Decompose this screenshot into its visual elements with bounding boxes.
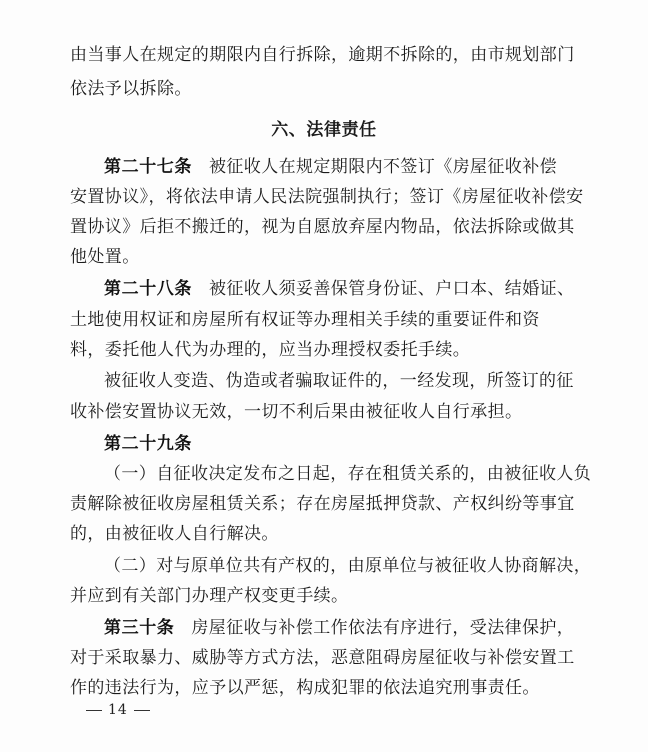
article-27-line-4: 他处置。 — [70, 247, 140, 267]
article-30-line-2: 对于采取暴力、威胁等方式方法，恶意阻碍房屋征收与补偿安置工 — [70, 648, 575, 668]
article-27-first-line — [104, 157, 557, 177]
carryover-line-2: 依法予以拆除。 — [70, 79, 192, 99]
article-30-text-1: 房屋征收与补偿工作依法有序进行，受法律保护， — [191, 618, 575, 638]
article-27-label: 第二十七条 — [104, 157, 192, 177]
article-27-line-3: 置协议》后拒不搬迁的，视为自愿放弃屋内物品，依法拆除或做其 — [70, 217, 575, 237]
article-27-line-2: 安置协议》，将依法申请人民法院强制执行；签订《房屋征收补偿安 — [70, 187, 584, 207]
article-29-item2-line-2: 并应到有关部门办理产权变更手续。 — [70, 586, 349, 606]
article-29-label: 第二十九条 — [104, 434, 192, 454]
article-28-line-3: 料，委托他人代为办理的，应当办理授权委托手续。 — [70, 340, 471, 360]
page-number — [80, 701, 156, 719]
article-29-item2-line-1: （二）对与原单位共有产权的，由原单位与被征收人协商解决， — [104, 556, 592, 576]
article-29-item1-line-1: （一）自征收决定发布之日起，存在租赁关系的，由被征收人负 — [104, 464, 592, 484]
article-28-line-2: 土地使用权证和房屋所有权证等办理相关手续的重要证件和资 — [70, 310, 540, 330]
article-30-first-line — [104, 618, 574, 638]
article-30-line-3: 作的违法行为，应予以严惩，构成犯罪的依法追究刑事责任。 — [70, 678, 540, 698]
article-29-item1-line-2: 责解除被征收房屋租赁关系；存在房屋抵押贷款、产权纠纷等事宜 — [70, 494, 575, 514]
article-28-first-line — [104, 279, 574, 299]
page-number-text: 14 — [108, 702, 128, 718]
section-title: 六、法律责任 — [271, 120, 377, 140]
carryover-line-1: 由当事人在规定的期限内自行拆除，逾期不拆除的，由市规划部门 — [70, 45, 575, 65]
article-28-para2-line-2: 收补偿安置协议无效，一切不利后果由被征收人自行承担。 — [70, 402, 523, 422]
page-number-dash-left — [86, 710, 102, 711]
article-30-label: 第三十条 — [104, 618, 175, 638]
article-28-text-1: 被征收人须妥善保管身份证、户口本、结婚证、 — [209, 279, 575, 299]
article-28-label: 第二十八条 — [104, 279, 192, 299]
article-27-text-1: 被征收人在规定期限内不签订《房屋征收补偿 — [209, 157, 557, 177]
article-28-para2-line-1: 被征收人变造、伪造或者骗取证件的，一经发现，所签订的征 — [104, 371, 574, 391]
page-number-dash-right — [134, 710, 150, 711]
article-29-item1-line-3: 的，由被征收人自行解决。 — [70, 524, 279, 544]
